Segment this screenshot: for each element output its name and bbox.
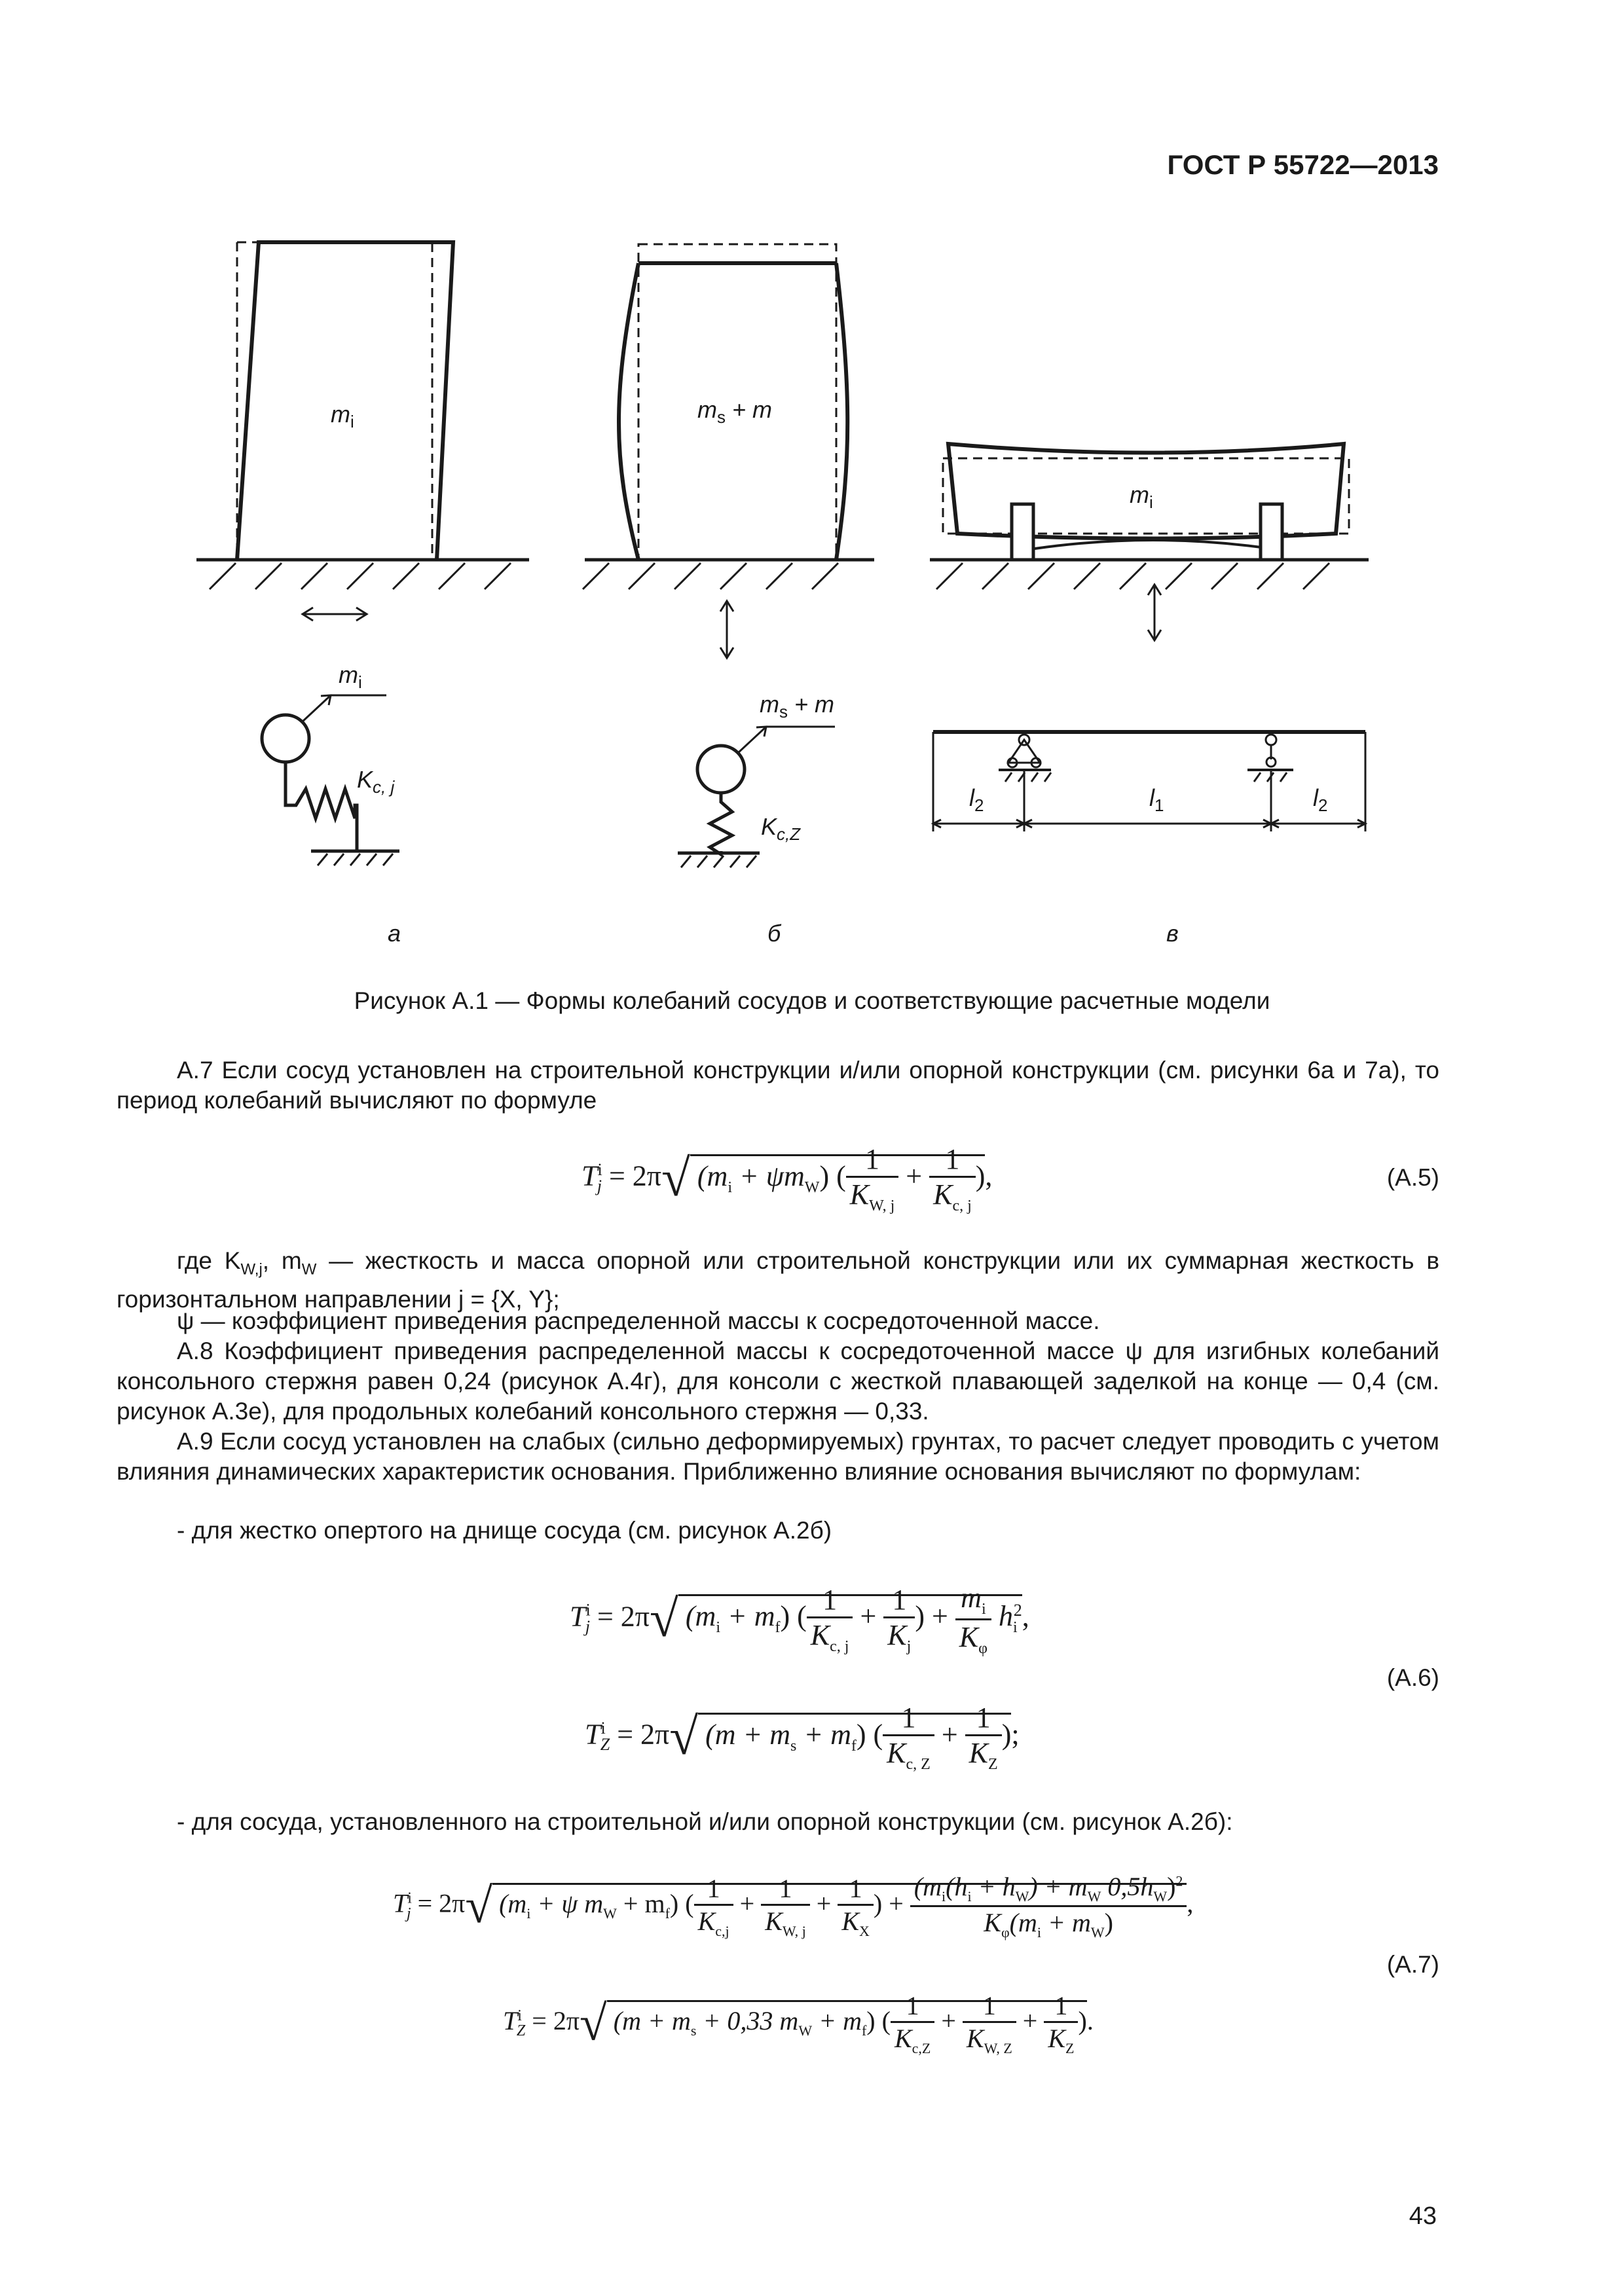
panel-a-column — [196, 242, 529, 621]
equation-a5: $T^i_j = 2\pi√$ $(m_i + \psi m_W)$ ( $\frac{1}{K_{W, j}}$ + $\frac{1}{K_{c, j}}$ ), — [581, 1143, 993, 1214]
page-number: 43 — [1409, 2202, 1437, 2230]
label-mi-v: $m_i$ — [1130, 481, 1153, 513]
label-l1: $l_1$ — [1149, 784, 1164, 816]
label-mi-a: $m_i$ — [331, 401, 354, 432]
equation-a6-line1: $T^i_j = 2\pi√$ $(m_i + m_f)$ ( $\frac{1}{K_{c, j}}$ + $\frac{1}{K_j}$ ) + $\frac{m_i}{K_\varphi}$ $h_i^2$, — [570, 1582, 1029, 1657]
equation-a7-line1: $T^i_j = 2\pi√$ ($m_i + \psi$ $m_W + m_f$) ( $\frac{1}{K_{c,j}}$ + $\frac{1}{K_{W, j}}$ + $\frac{1}{K_X}$ ) + $\frac{(m_i(h_i + h_W) + m_W 0,5h_W)^2}{K_\varphi(m_i + m_W)}$ , — [393, 1872, 1194, 1941]
label-ms-m-model-b: $m_s + m$ — [760, 691, 835, 722]
model-b — [678, 727, 835, 867]
label-mi-model-a: $m_i$ — [339, 661, 362, 693]
equation-number-a7: (А.7) — [1386, 1951, 1439, 1978]
document-id: ГОСТ Р 55722—2013 — [1167, 149, 1439, 180]
bullet-rigid-bottom: - для жестко опертого на днище сосуда (см. рисунок А.2б) — [177, 1517, 832, 1544]
equation-a7-line2: $T^i_Z = 2\pi√$ ($m + m_s + 0,33$ $m_W + m_f$) ( $\frac{1}{K_{c,Z}}$ + $\frac{1}{K_{W, Z}}$ + $\frac{1}{K_Z}$ ). — [503, 1991, 1094, 2056]
double-arrow-vertical-v — [1148, 585, 1161, 640]
model-v — [933, 732, 1365, 831]
equation-number-a6: (А.6) — [1386, 1664, 1439, 1691]
figure-a1 — [0, 0, 1624, 969]
label-l2-left: $l_2$ — [969, 784, 984, 816]
bullet-on-structure: - для сосуда, установленного на строительной и/или опорной конструкции (см. рисунок А.2б): — [177, 1808, 1233, 1835]
double-arrow-vertical — [720, 601, 733, 658]
paragraph-a7: А.7 Если сосуд установлен на строительной конструкции и/или опорной конструкции (см. рисунки 6а и 7а), то период колебаний вычисляют по формуле — [117, 1057, 1439, 1114]
paragraph-a8: А.8 Коэффициент приведения распределенной массы к сосредоточенной массе ψ для изгибных колебаний консольного стержня равен 0,24 (рисунок А.4г), для консоли с жесткой плавающей заделкой на конце — 0,4 (см. рисунок А.3е), для продольных колебаний консольного стержня — 0,33. — [117, 1338, 1439, 1425]
panel-label-a: а — [388, 920, 401, 947]
equation-a6-line2: $T^i_Z = 2\pi√$ $(m + m_s + m_f)$ ( $\frac{1}{K_{c, Z}}$ + $\frac{1}{K_Z}$ ); — [585, 1702, 1020, 1773]
panel-b-vessel — [583, 244, 874, 658]
paragraph-psi: ψ — коэффициент приведения распределенной массы к сосредоточенной массе. — [177, 1307, 1100, 1334]
panel-v-vessel — [930, 444, 1369, 640]
double-arrow-horizontal — [303, 608, 367, 621]
paragraph-a9: А.9 Если сосуд установлен на слабых (сильно деформируемых) грунтах, то расчет следует проводить с учетом влияния динамических характеристик основания. Приближенно влияние основания вычисляют по формулам: — [117, 1428, 1439, 1485]
label-kc-j: $K_{c, j}$ — [357, 766, 395, 797]
label-kc-z: $K_{c,Z}$ — [761, 813, 801, 845]
paragraph-where: где $K_{W,j}$, $m_W$ — жесткость и масса опорной или строительной конструкции или их суммарная жесткость в горизонтальном направлении j = {X, Y}; — [117, 1247, 1440, 1313]
panel-label-b: б — [767, 920, 781, 947]
label-ms-m: $m_s + m$ — [697, 396, 773, 428]
label-l2-right: $l_2$ — [1313, 784, 1328, 816]
equation-number-a5: (А.5) — [1386, 1164, 1439, 1191]
figure-caption: Рисунок А.1 — Формы колебаний сосудов и соответствующие расчетные модели — [354, 987, 1270, 1014]
panel-label-v: в — [1166, 920, 1179, 947]
